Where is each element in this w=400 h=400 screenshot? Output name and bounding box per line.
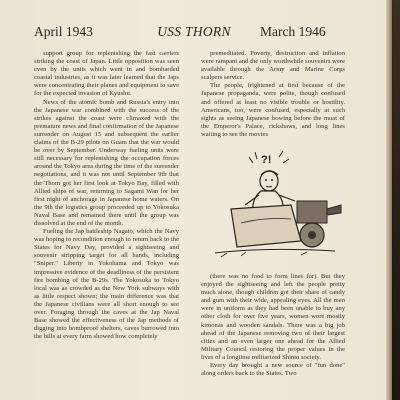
page-header	[0, 24, 388, 46]
sailor-cartoon-illustration	[201, 143, 345, 267]
paragraph: News of the atomic bomb and Russia's entry into the Japanese war combined with the success of the strikes against the coast were climaxed with the premature news and final confirmation of the Japanese surrender on August 15 and subsequent the earlier claims of the B-29 pilots on Guam that the war would be over by September. Underway fueling units were still necessary for replenishing the occupation forces around the Tokyo area during the time of the surrender negotiations, and it was not until September 9th that the Thorn got her first look at Tokyo Bay, filled with Allied ships of war, returning to Sagami Wan for her first night of anchorage in Japanese home waters. On the 9th the logistics group proceeded up to Yokosuka Naval Base and remained there until the group was dissolved at the end of the month.	[34, 98, 179, 227]
page-edge-shadow	[386, 0, 392, 400]
header-start-date: April 1943	[34, 24, 93, 39]
right-text-column-bottom	[201, 273, 345, 378]
right-text-column-top	[201, 50, 345, 139]
header-end-date: March 1946	[260, 24, 326, 39]
paragraph: Every day brought a new source of "fun done" along orders back to the States. Two	[201, 362, 345, 378]
paragraph: support group for replenishing the fast carriers striking the coast of Japan. Little opposition was seen even by the units which went in and bombarded coastal industries, as it was later learned that the Japs were concentrating their planes and equipment to save for the expected invasion of Kyushu.	[34, 50, 179, 98]
header-ship-name: USS THORN	[157, 24, 231, 39]
cartoon-exclamation: ?!	[261, 154, 272, 166]
paragraph: The people, frightened at first because of the Japanese propaganda, were polite, though confused and offered at least no visible trouble or hostility. Americans, too, were confused, especially at such sights as seeing Japanese bowing before the moat of the Emperor's Palace, rickshaws, and long lines waiting to see the movies	[201, 82, 345, 138]
left-text-column	[34, 50, 179, 341]
paragraph: (there was no food to form lines for). But they enjoyed the sightseeing and left the people pretty much alone, though children got their share of candy and gum with their wide, appealing eyes. All the men were in uniform as they had been unable to buy any other cloth for over five years, women wore mostly kimonas and wooden sandals. There was a big job ahead of the Japanese removing two of their largest cities and an even larger one ahead for the Allied Military Council restoring the proper values in the lives of a longtime militarized Shinto society.	[201, 273, 345, 361]
paragraph: Fueling the Jap battleship Nagato, which the Navy was hoping to recondition enough to return back to the States for Navy Day, provided a sightseeing and souvenir stripping target for all hands, including "Sniper." Liberty in Yokohama and Tokyo was impressive evidence of the deadliness of the persistent fire bombing of the B-29s. The Yokosuka to Tokyo local was as crowded as the New York subways with as little respect shown; the main difference was that the Japanese civilians were all short enough to see over. Foraging through the caves at the Jap Naval Base showed the effectiveness of the Jap methods of digging into bombproof shelters, caves burrowed into the hills at every farm showed how completely	[34, 228, 179, 341]
paragraph: premeditated. Poverty, destruction and inflation were rampant and the only worthwhile souvenirs were available through the Army and Marine Corps scalpers service.	[201, 50, 345, 82]
